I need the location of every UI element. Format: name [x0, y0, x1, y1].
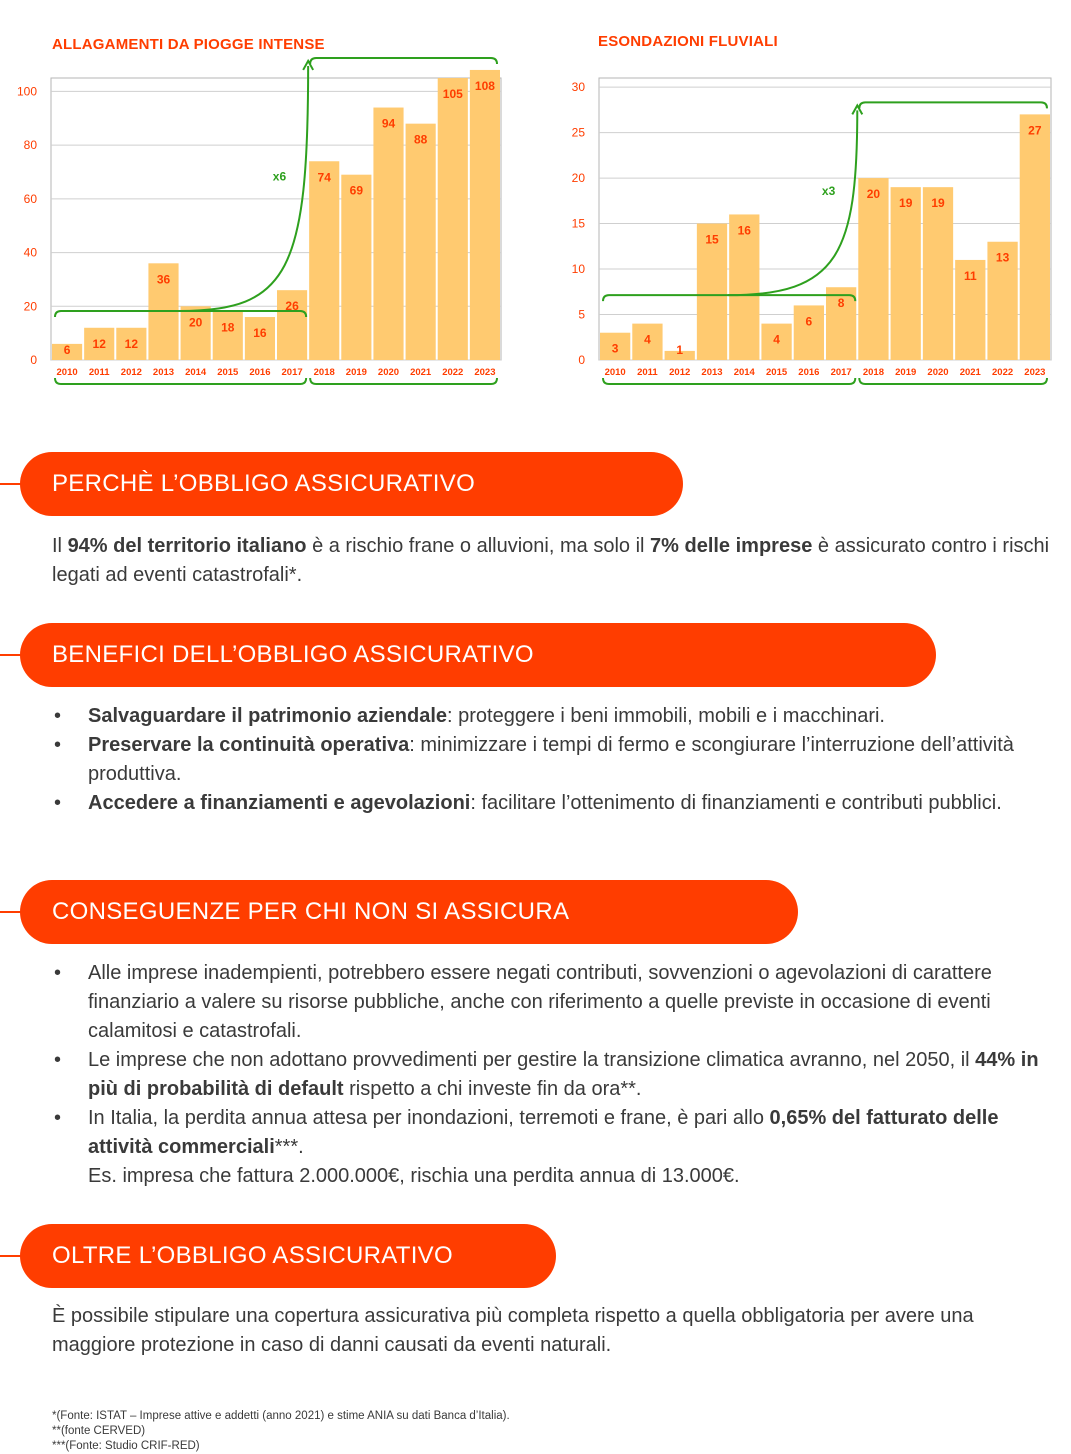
- x-tick-label: 2014: [733, 367, 755, 378]
- list-item: • Accedere a finanziamenti e agevolazioni: facilitare l’ottenimento di finanziamenti e contributi pubblici.: [52, 789, 1042, 818]
- growth-curve: [180, 66, 309, 314]
- brace-period-1: [603, 378, 855, 384]
- bar-value-label: 11: [963, 268, 977, 283]
- bar-value-label: 12: [92, 336, 106, 351]
- bar: [213, 312, 243, 360]
- multiplier-label: x6: [272, 169, 287, 184]
- x-tick-label: 2018: [313, 367, 335, 378]
- bar-value-label: 19: [931, 196, 945, 211]
- x-tick-label: 2011: [88, 367, 110, 378]
- y-tick-label: 80: [23, 138, 37, 153]
- bar: [858, 178, 888, 360]
- chart-title-esondazioni: ESONDAZIONI FLUVIALI: [598, 33, 778, 50]
- y-tick-label: 10: [571, 262, 585, 277]
- bar-value-label: 108: [474, 78, 495, 93]
- y-tick-label: 0: [578, 353, 585, 367]
- bar-value-label: 13: [995, 250, 1010, 265]
- x-tick-label: 2012: [669, 367, 691, 378]
- x-tick-label: 2019: [895, 367, 917, 378]
- bar-value-label: 3: [611, 341, 619, 356]
- x-tick-label: 2017: [830, 367, 852, 378]
- x-tick-label: 2016: [249, 367, 271, 378]
- bar: [341, 175, 371, 360]
- bar: [373, 108, 403, 360]
- bar-value-label: 4: [773, 332, 780, 347]
- consequences-list: [52, 959, 1042, 1191]
- x-tick-label: 2013: [152, 367, 175, 378]
- section-header-why: PERCHÈ L’OBBLIGO ASSICURATIVO: [20, 452, 683, 516]
- footnote: *(Fonte: ISTAT – Imprese attive e addetti (anno 2021) e stime ANIA su dati Banca d’Italia).: [52, 1410, 510, 1422]
- y-tick-label: 5: [578, 307, 585, 322]
- x-tick-label: 2020: [377, 367, 400, 378]
- x-tick-label: 2020: [927, 367, 949, 378]
- y-tick-label: 60: [23, 191, 37, 206]
- bar-value-label: 20: [188, 315, 203, 330]
- chart-allagamenti: [0, 60, 520, 400]
- bar: [406, 124, 436, 360]
- x-tick-label: 2010: [56, 367, 78, 378]
- bar-value-label: 27: [1028, 123, 1042, 138]
- bar-value-label: 88: [413, 132, 428, 147]
- brace-average-2: [310, 58, 497, 64]
- x-tick-label: 2019: [345, 367, 367, 378]
- bar-value-label: 19: [899, 196, 913, 211]
- bar-value-label: 1: [676, 343, 684, 357]
- bar-value-label: 4: [644, 332, 651, 347]
- benefits-list: [52, 702, 1042, 818]
- bar-value-label: 12: [124, 336, 139, 351]
- x-tick-label: 2023: [1024, 367, 1046, 378]
- section-header-benefits: BENEFICI DELL’OBBLIGO ASSICURATIVO: [20, 623, 936, 687]
- bar-value-label: 74: [317, 170, 331, 185]
- bar-value-label: 105: [442, 87, 463, 101]
- chart-title-allagamenti: ALLAGAMENTI DA PIOGGE INTENSE: [52, 36, 325, 53]
- x-tick-label: 2017: [281, 367, 303, 378]
- bar-value-label: 26: [285, 299, 299, 314]
- y-tick-label: 20: [571, 171, 585, 186]
- beyond-paragraph: È possibile stipulare una copertura assicurativa più completa rispetto a quella obbligatoria per avere una maggiore protezione in caso di danni causati da eventi naturali.: [52, 1305, 974, 1356]
- multiplier-label: x3: [821, 183, 836, 198]
- bar-value-label: 36: [156, 272, 171, 287]
- y-tick-label: 30: [571, 80, 585, 95]
- chart-esondazioni: [540, 60, 1071, 400]
- list-item: • Alle imprese inadempienti, potrebbero essere negati contributi, sovvenzioni o agevolazioni di carattere finanziario a valere su risorse pubbliche, anche con riferimento a quelle previste in occasione di eventi calamitosi e catastrofali.: [52, 959, 1042, 1046]
- brace-period-2: [859, 378, 1047, 384]
- bar-value-label: 8: [837, 296, 845, 311]
- x-tick-label: 2022: [992, 367, 1014, 378]
- y-tick-label: 0: [30, 353, 37, 367]
- bar-value-label: 18: [221, 320, 235, 335]
- bar-value-label: 16: [253, 326, 267, 341]
- bar: [1020, 114, 1050, 360]
- x-tick-label: 2016: [798, 367, 820, 378]
- brace-average-2: [859, 102, 1047, 108]
- bar: [923, 187, 953, 360]
- x-tick-label: 2011: [637, 367, 658, 378]
- x-tick-label: 2015: [217, 367, 239, 378]
- x-tick-label: 2023: [474, 367, 496, 378]
- bar-value-label: 94: [381, 116, 396, 131]
- y-tick-label: 100: [16, 84, 37, 99]
- bar-value-label: 20: [866, 187, 881, 202]
- footnote: ***(Fonte: Studio CRIF-RED): [52, 1440, 200, 1452]
- bar: [891, 187, 921, 360]
- footnote: **(fonte CERVED): [52, 1425, 146, 1437]
- section-header-beyond: OLTRE L’OBBLIGO ASSICURATIVO: [20, 1224, 556, 1288]
- list-item: • In Italia, la perdita annua attesa per inondazioni, terremoti e frane, è pari allo 0,65% del fatturato delle attività commerciali***. Es. impresa che fattura 2.000.000€, rischia una perdita annua di 13.000€.: [52, 1104, 1042, 1191]
- bar-value-label: 6: [63, 343, 71, 357]
- x-tick-label: 2014: [185, 367, 207, 378]
- x-tick-label: 2012: [120, 367, 142, 378]
- list-item: • Le imprese che non adottano provvedimenti per gestire la transizione climatica avranno, nel 2050, il 44% in più di probabilità di default rispetto a chi investe fin da ora**.: [52, 1046, 1042, 1104]
- y-tick-label: 20: [23, 299, 37, 314]
- bar: [470, 70, 500, 360]
- bar: [309, 161, 339, 360]
- bar-value-label: 16: [737, 223, 751, 238]
- bar: [438, 78, 468, 360]
- section-header-consequences: CONSEGUENZE PER CHI NON SI ASSICURA: [20, 880, 798, 944]
- y-tick-label: 15: [571, 216, 585, 231]
- y-tick-label: 40: [23, 245, 37, 260]
- footnotes: [52, 1409, 510, 1454]
- why-paragraph: Il 94% del territorio italiano è a rischio frane o alluvioni, ma solo il 7% delle imprese è assicurato contro i rischi legati ad eventi catastrofali*.: [52, 535, 1050, 586]
- x-tick-label: 2015: [766, 367, 788, 378]
- brace-period-2: [310, 378, 497, 384]
- bar-value-label: 15: [705, 232, 719, 247]
- list-item: • Preservare la continuità operativa: minimizzare i tempi di fermo e scongiurare l’interruzione dell’attività produttiva.: [52, 731, 1042, 789]
- list-item: • Salvaguardare il patrimonio aziendale: proteggere i beni immobili, mobili e i macchinari.: [52, 702, 1042, 731]
- x-tick-label: 2018: [862, 367, 884, 378]
- bar-value-label: 69: [349, 183, 364, 198]
- x-tick-label: 2010: [604, 367, 626, 378]
- brace-period-1: [55, 378, 306, 384]
- x-tick-label: 2022: [442, 367, 464, 378]
- x-tick-label: 2021: [410, 367, 432, 378]
- bar-value-label: 6: [805, 314, 813, 329]
- x-tick-label: 2013: [701, 367, 723, 378]
- y-tick-label: 25: [571, 125, 585, 140]
- x-tick-label: 2021: [959, 367, 981, 378]
